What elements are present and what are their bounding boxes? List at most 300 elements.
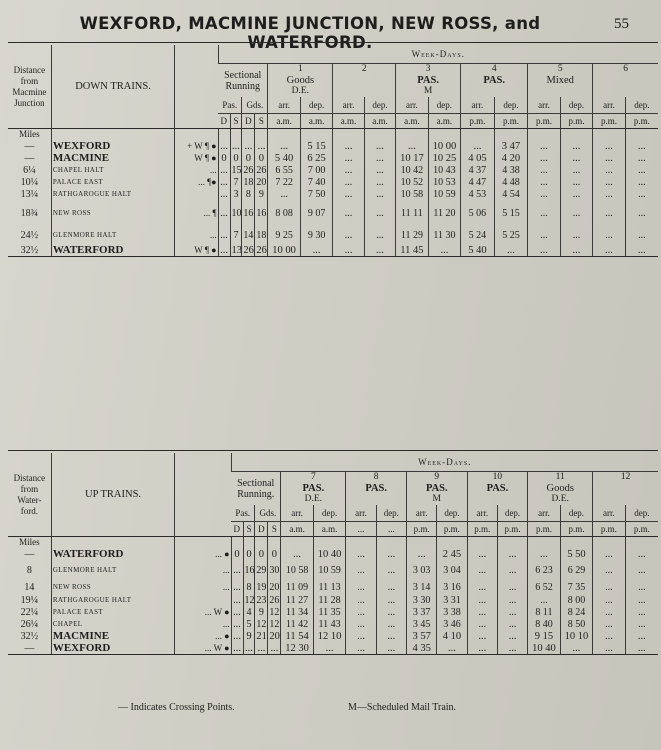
up-time: 3 45 xyxy=(406,618,436,630)
up-sectional-value: ... xyxy=(231,594,243,606)
up-time: ... xyxy=(593,630,625,642)
up-station-name: CHAPEL xyxy=(51,618,174,630)
up-trains-table xyxy=(8,453,658,655)
down-train-4-number: 4 xyxy=(491,64,497,74)
up-filler-row xyxy=(8,655,658,656)
down-time: ... xyxy=(333,176,364,188)
up-ampm-label: ... xyxy=(376,522,406,537)
down-time: 5 15 xyxy=(300,140,332,152)
page-title: WEXFORD, MACMINE JUNCTION, NEW ROSS, and WATERFORD. xyxy=(79,14,541,52)
up-time: 7 35 xyxy=(560,580,592,594)
down-spacer xyxy=(461,129,495,141)
down-miles-label: Miles xyxy=(8,129,51,141)
up-time: ... xyxy=(467,630,497,642)
down-time: 9 30 xyxy=(300,226,332,244)
up-station-name: WEXFORD xyxy=(51,642,174,655)
down-time: 7 22 xyxy=(268,176,300,188)
up-train-8-note xyxy=(347,494,405,505)
down-filler xyxy=(528,257,560,416)
down-time: 4 20 xyxy=(494,152,528,164)
up-time: 6 23 xyxy=(528,560,560,580)
down-train-3-note: M xyxy=(423,86,433,96)
down-filler xyxy=(51,257,174,416)
up-station-row xyxy=(8,630,658,642)
up-ampm-label: p.m. xyxy=(467,522,497,537)
up-sectional-label xyxy=(231,472,281,506)
down-dep-label: dep. xyxy=(625,97,658,114)
up-time: 3 30 xyxy=(406,594,436,606)
down-time: ... xyxy=(333,164,364,176)
up-filler xyxy=(528,655,560,656)
down-spacer xyxy=(175,129,218,141)
down-time: 5 24 xyxy=(461,226,495,244)
up-sectional-value: 0 xyxy=(243,548,255,560)
down-time: ... xyxy=(593,152,625,164)
down-train-5-note xyxy=(529,86,591,97)
down-train-1 xyxy=(268,64,333,98)
down-filler xyxy=(593,257,625,416)
down-train-5 xyxy=(528,64,593,98)
up-spacer xyxy=(255,537,268,549)
top-rule xyxy=(8,42,658,43)
up-train-11 xyxy=(528,472,593,506)
down-time: 10 53 xyxy=(428,176,460,188)
up-train-12 xyxy=(593,472,658,506)
up-filler xyxy=(625,655,658,656)
up-time: ... xyxy=(593,594,625,606)
up-filler xyxy=(313,655,345,656)
up-sectional-value: ... xyxy=(231,606,243,618)
down-time: 6 25 xyxy=(300,152,332,164)
up-mileage: 19¼ xyxy=(20,594,39,606)
up-time: ... xyxy=(376,594,406,606)
down-dep-label: dep. xyxy=(364,97,395,114)
up-train-10 xyxy=(467,472,528,506)
up-time: ... xyxy=(376,548,406,560)
down-time: ... xyxy=(560,188,592,200)
up-train-10-note xyxy=(469,494,527,505)
down-time: ... xyxy=(396,140,428,152)
up-station-symbols xyxy=(175,594,231,606)
up-time: 8 11 xyxy=(528,606,560,618)
down-train-2 xyxy=(333,64,396,98)
up-sectional-value: 20 xyxy=(269,630,280,642)
down-station-symbols: ... ¶ xyxy=(175,200,218,226)
down-time: ... xyxy=(333,200,364,226)
mid-rule xyxy=(8,450,658,451)
up-train-12-number: 12 xyxy=(620,472,631,482)
up-time: ... xyxy=(528,594,560,606)
up-spacer xyxy=(625,537,658,549)
down-time: ... xyxy=(560,226,592,244)
up-spacer xyxy=(51,537,174,549)
down-time: ... xyxy=(593,140,625,152)
up-time: ... xyxy=(376,580,406,594)
down-time: ... xyxy=(593,164,625,176)
down-time: 7 40 xyxy=(300,176,332,188)
up-sectional-value: 8 xyxy=(243,580,255,594)
down-time: ... xyxy=(333,244,364,257)
up-ampm-label: p.m. xyxy=(528,522,560,537)
up-time: ... xyxy=(593,642,625,655)
up-ds-label: S xyxy=(243,522,255,537)
down-sectional-value: ... xyxy=(230,140,242,152)
down-time: ... xyxy=(560,244,592,257)
up-distance-word: ford. xyxy=(20,505,39,516)
up-sectional-value: ... xyxy=(255,642,268,655)
up-spacer xyxy=(560,537,592,549)
down-time: ... xyxy=(593,226,625,244)
down-time: 10 25 xyxy=(428,152,460,164)
up-time: 4 35 xyxy=(406,642,436,655)
down-filler xyxy=(255,257,268,416)
up-time: ... xyxy=(625,548,658,560)
up-sectional-word: Sectional xyxy=(237,477,275,489)
up-time: ... xyxy=(497,594,527,606)
up-sectional-value: 23 xyxy=(256,594,267,606)
up-filler xyxy=(497,655,527,656)
down-filler xyxy=(396,257,428,416)
up-time: 10 40 xyxy=(313,548,345,560)
down-station-name: GLENMORE HALT xyxy=(51,226,174,244)
down-train-4-type: PAS. xyxy=(483,75,506,86)
up-time: 3 37 xyxy=(406,606,436,618)
down-station-row xyxy=(8,244,658,257)
down-sectional-value: 26 xyxy=(243,164,254,176)
down-sectional-value: 3 xyxy=(230,188,242,200)
up-dep-label: dep. xyxy=(437,505,467,522)
up-weekdays: Week-Days. xyxy=(231,453,658,472)
up-station-row xyxy=(8,594,658,606)
up-ampm-label: p.m. xyxy=(560,522,592,537)
up-station-symbols: ... xyxy=(175,580,231,594)
up-ampm-label: a.m. xyxy=(313,522,345,537)
down-arr-label: arr. xyxy=(461,97,495,114)
down-filler xyxy=(300,257,332,416)
up-time: 3 57 xyxy=(406,630,436,642)
down-train-6 xyxy=(593,64,658,98)
down-time: 10 17 xyxy=(396,152,428,164)
down-time: 11 30 xyxy=(428,226,460,244)
up-mileage: 22¼ xyxy=(20,606,39,618)
up-station-row xyxy=(8,560,658,580)
down-sectional-word: Sectional xyxy=(224,69,262,81)
up-spacer xyxy=(467,537,497,549)
down-mileage: 10¼ xyxy=(20,176,39,188)
down-time: ... xyxy=(528,200,560,226)
up-miles-label: Miles xyxy=(8,537,51,549)
up-ampm-label: p.m. xyxy=(437,522,467,537)
down-ampm-label: a.m. xyxy=(396,114,428,129)
down-time: ... xyxy=(494,244,528,257)
down-time: 6 55 xyxy=(268,164,300,176)
up-ds-label: D xyxy=(233,523,241,534)
down-spacer xyxy=(333,129,364,141)
down-time: ... xyxy=(268,140,300,152)
down-sectional-value: 0 xyxy=(218,152,230,164)
down-train-3-type: PAS. xyxy=(417,75,439,86)
down-station-name: RATHGAROGUE HALT xyxy=(51,188,174,200)
up-time: ... xyxy=(593,560,625,580)
up-time: ... xyxy=(497,606,527,618)
down-spacer xyxy=(230,129,242,141)
down-time: ... xyxy=(560,164,592,176)
up-station-row xyxy=(8,606,658,618)
up-time: 9 15 xyxy=(528,630,560,642)
down-sectional-value: 15 xyxy=(231,164,242,176)
down-time: ... xyxy=(625,188,658,200)
up-train-8 xyxy=(346,472,407,506)
down-sectional-value: 26 xyxy=(256,164,267,176)
up-sectional-value: 30 xyxy=(268,560,281,580)
up-time: ... xyxy=(376,606,406,618)
up-filler xyxy=(255,655,268,656)
up-time: 8 00 xyxy=(560,594,592,606)
up-train-9 xyxy=(406,472,467,506)
down-train-5-type: Mixed xyxy=(546,75,574,86)
down-sectional-value: 7 xyxy=(230,226,242,244)
up-dep-label: dep. xyxy=(376,505,406,522)
up-sectional-value: ... xyxy=(231,618,243,630)
up-time: ... xyxy=(625,560,658,580)
up-filler xyxy=(281,655,313,656)
down-sectional-value: 18 xyxy=(255,226,268,244)
up-sectional-value: 21 xyxy=(256,630,267,642)
down-dep-label: dep. xyxy=(300,97,332,114)
down-filler xyxy=(428,257,460,416)
down-ds-label: S xyxy=(255,114,268,129)
up-time: ... xyxy=(593,618,625,630)
down-time: 4 53 xyxy=(461,188,495,200)
up-time: ... xyxy=(497,630,527,642)
up-dep-label: dep. xyxy=(497,505,527,522)
up-station-row xyxy=(8,580,658,594)
up-time: ... xyxy=(437,642,467,655)
up-spacer xyxy=(313,537,345,549)
up-sectional-value: 5 xyxy=(243,618,255,630)
down-train-6-note xyxy=(594,86,657,97)
down-time: ... xyxy=(364,200,395,226)
down-filler xyxy=(461,257,495,416)
down-arr-label: arr. xyxy=(333,97,364,114)
down-time: 4 48 xyxy=(494,176,528,188)
up-time: 3 38 xyxy=(437,606,467,618)
down-time: 10 43 xyxy=(428,164,460,176)
up-filler xyxy=(593,655,625,656)
down-train-4 xyxy=(461,64,528,98)
down-time: ... xyxy=(625,244,658,257)
up-filler xyxy=(560,655,592,656)
down-arr-label: arr. xyxy=(396,97,428,114)
up-filler xyxy=(51,655,174,656)
up-spacer xyxy=(231,537,243,549)
down-station-symbols: W ¶ ● xyxy=(175,244,218,257)
up-time: 3 46 xyxy=(437,618,467,630)
up-time: 3 03 xyxy=(406,560,436,580)
crossing-note: — Indicates Crossing Points. xyxy=(118,702,235,713)
down-time: ... xyxy=(625,140,658,152)
down-time: 5 06 xyxy=(461,200,495,226)
up-train-11-type: Goods xyxy=(546,483,574,494)
down-time: ... xyxy=(560,140,592,152)
down-time: 4 54 xyxy=(494,188,528,200)
down-train-5-number: 5 xyxy=(557,64,563,74)
down-filler xyxy=(242,257,255,416)
up-mileage: 32½ xyxy=(20,630,39,642)
up-station-name: NEW ROSS xyxy=(51,580,174,594)
up-filler xyxy=(437,655,467,656)
down-time: 7 00 xyxy=(300,164,332,176)
down-spacer xyxy=(593,129,625,141)
down-sectional-value: ... xyxy=(255,140,268,152)
down-station-name: WATERFORD xyxy=(51,244,174,257)
up-sectional-value: ... xyxy=(231,642,243,655)
down-time: ... xyxy=(364,140,395,152)
down-time: ... xyxy=(364,176,395,188)
up-time: 11 42 xyxy=(281,618,313,630)
down-time: 4 37 xyxy=(461,164,495,176)
down-filler xyxy=(333,257,364,416)
up-time: ... xyxy=(376,618,406,630)
down-filler xyxy=(364,257,395,416)
up-time: ... xyxy=(281,548,313,560)
down-sectional-value: 0 xyxy=(230,152,242,164)
down-time: 4 05 xyxy=(461,152,495,164)
down-station-name: NEW ROSS xyxy=(51,200,174,226)
down-sectional-value: ... xyxy=(218,226,230,244)
down-time: 11 29 xyxy=(396,226,428,244)
up-station-name: GLENMORE HALT xyxy=(51,560,174,580)
mail-note: M—Scheduled Mail Train. xyxy=(348,702,457,713)
up-spacer xyxy=(593,537,625,549)
up-arr-label: arr. xyxy=(346,505,376,522)
up-station-name: RATHGAROGUE HALT xyxy=(51,594,174,606)
down-blank xyxy=(175,45,218,129)
down-time: ... xyxy=(625,176,658,188)
down-time: 11 20 xyxy=(428,200,460,226)
down-filler xyxy=(218,257,230,416)
up-sectional-value: 0 xyxy=(255,548,268,560)
up-time: ... xyxy=(528,548,560,560)
up-station-name: PALACE EAST xyxy=(51,606,174,618)
down-spacer xyxy=(494,129,528,141)
down-time: ... xyxy=(593,200,625,226)
up-time: ... xyxy=(467,548,497,560)
up-time: 12 30 xyxy=(281,642,313,655)
up-ampm-label: a.m. xyxy=(281,522,313,537)
down-time: ... xyxy=(428,244,460,257)
down-time: ... xyxy=(560,176,592,188)
up-station-row xyxy=(8,548,658,560)
up-station-symbols: ... ● xyxy=(175,630,231,642)
down-spacer xyxy=(242,129,255,141)
up-time: ... xyxy=(467,594,497,606)
up-time: 3 16 xyxy=(437,580,467,594)
down-time: 4 47 xyxy=(461,176,495,188)
up-time: ... xyxy=(313,642,345,655)
up-time: ... xyxy=(560,642,592,655)
down-filler xyxy=(8,257,51,416)
down-sectional-value: 18 xyxy=(243,176,254,188)
down-time: 11 45 xyxy=(396,244,428,257)
up-time: 5 50 xyxy=(560,548,592,560)
up-filler xyxy=(231,655,243,656)
up-train-12-note xyxy=(594,494,657,505)
down-train-6-type xyxy=(594,75,657,86)
down-sectional-value: ... xyxy=(218,188,230,200)
up-station-name: MACMINE xyxy=(51,630,174,642)
up-time: 3 14 xyxy=(406,580,436,594)
up-time: ... xyxy=(467,606,497,618)
up-train-11-number: 11 xyxy=(555,472,565,482)
down-spacer xyxy=(364,129,395,141)
up-train-9-type: PAS. xyxy=(425,483,448,494)
up-sectional-value: 29 xyxy=(255,560,268,580)
down-spacer xyxy=(428,129,460,141)
up-station-row xyxy=(8,642,658,655)
up-sectional-value: ... xyxy=(243,642,255,655)
up-spacer xyxy=(243,537,255,549)
down-time: ... xyxy=(593,176,625,188)
down-sectional-value: 20 xyxy=(256,176,267,188)
down-time: 10 52 xyxy=(396,176,428,188)
up-time: ... xyxy=(346,580,376,594)
down-spacer xyxy=(218,129,230,141)
up-blank xyxy=(175,453,231,537)
up-mileage: — xyxy=(24,548,35,560)
up-dep-label: dep. xyxy=(313,505,345,522)
down-time: 5 40 xyxy=(461,244,495,257)
up-time: ... xyxy=(467,642,497,655)
down-ampm-label: p.m. xyxy=(461,114,495,129)
down-time: 10 42 xyxy=(396,164,428,176)
down-sectional-value: ... xyxy=(218,164,230,176)
up-filler xyxy=(406,655,436,656)
up-dep-label: dep. xyxy=(560,505,592,522)
down-sectional-label xyxy=(218,64,268,98)
up-sectional-word: Running. xyxy=(237,488,275,500)
down-distance-label xyxy=(8,45,51,129)
up-pas-label: Pas. xyxy=(231,505,255,522)
down-ampm-label: a.m. xyxy=(268,114,300,129)
down-time: ... xyxy=(528,188,560,200)
up-time: ... xyxy=(625,580,658,594)
down-ds-label: S xyxy=(230,114,242,129)
down-time: ... xyxy=(333,188,364,200)
down-time: ... xyxy=(300,244,332,257)
down-sectional-value: 14 xyxy=(242,226,255,244)
down-train-1-note: D.E. xyxy=(291,86,310,96)
down-mileage: 32½ xyxy=(8,244,51,257)
up-sectional-value: 12 xyxy=(269,606,280,618)
down-sectional-value: 16 xyxy=(242,200,255,226)
down-station-name: MACMINE xyxy=(51,152,174,164)
down-time: ... xyxy=(333,226,364,244)
up-time: ... xyxy=(346,548,376,560)
down-sectional-value: 9 xyxy=(255,188,268,200)
up-sectional-value: 0 xyxy=(268,548,281,560)
down-sectional-value: 8 xyxy=(242,188,255,200)
down-time: 10 58 xyxy=(396,188,428,200)
down-filler xyxy=(230,257,242,416)
up-time: 11 28 xyxy=(313,594,345,606)
down-time: ... xyxy=(364,188,395,200)
down-time: ... xyxy=(593,188,625,200)
up-time: ... xyxy=(346,560,376,580)
up-train-9-note: M xyxy=(432,494,441,504)
down-time: ... xyxy=(528,140,560,152)
up-sectional-value: 9 xyxy=(255,606,268,618)
